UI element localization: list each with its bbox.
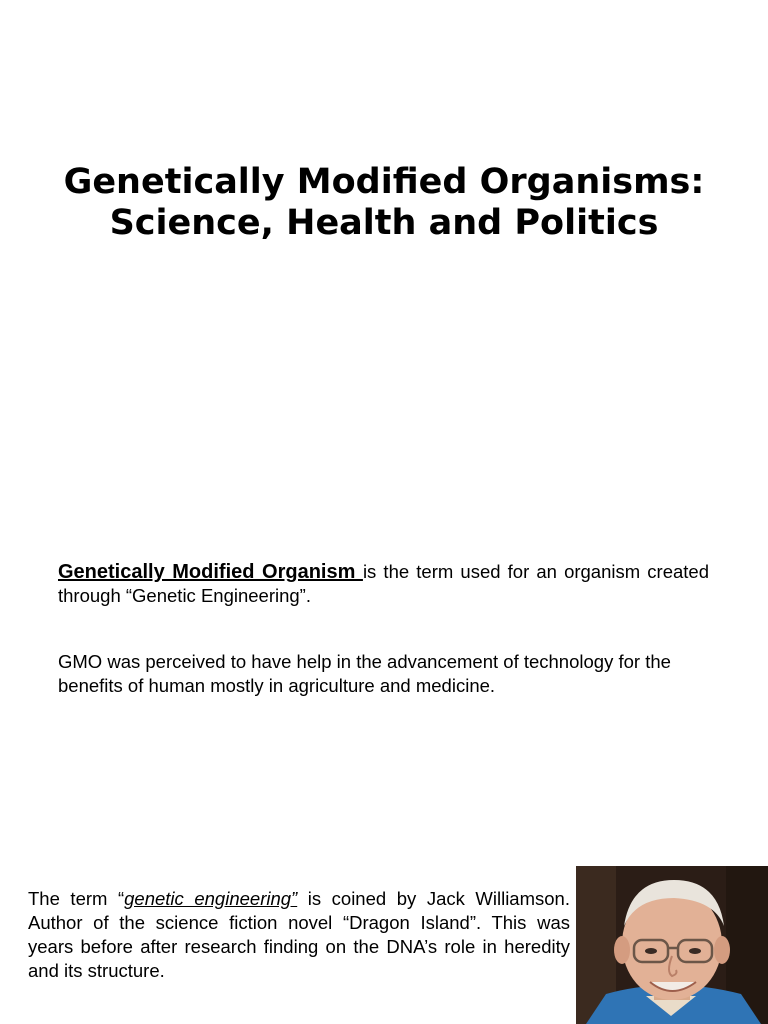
history-prefix: The term “ <box>28 888 125 909</box>
definition-paragraph <box>58 560 709 608</box>
page-title <box>0 162 768 244</box>
history-term: genetic engineering” <box>124 888 298 909</box>
definition-term: Genetically Modified Organism <box>58 561 363 583</box>
history-text: is coined by Jack Williamson. Author of the science fiction novel “Dragon Island”. This was years before after research finding on the DNA’s role in heredity and its structure. <box>28 888 570 981</box>
history-paragraph <box>28 887 570 983</box>
portrait-image <box>576 866 768 1024</box>
title-line-1: Genetically Modified Organisms: <box>63 162 705 202</box>
portrait-photo <box>576 866 768 1024</box>
definition-text: is the term used for an organism created through “Genetic Engineering”. <box>58 561 709 606</box>
title-line-2: Science, Health and Politics <box>109 203 659 243</box>
gmo-paragraph: GMO was perceived to have help in the advancement of technology for the benefits of human mostly in agriculture and medicine. <box>58 651 671 696</box>
